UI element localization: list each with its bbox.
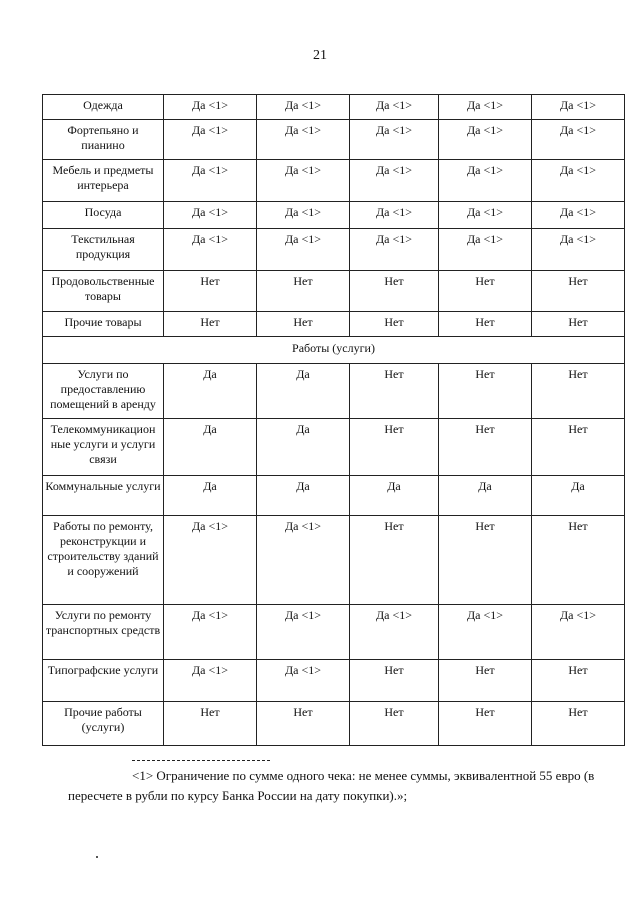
row-value: Да <1> bbox=[257, 605, 350, 660]
row-value: Да <1> bbox=[164, 120, 257, 160]
row-value: Да <1> bbox=[257, 660, 350, 702]
row-value: Нет bbox=[164, 312, 257, 337]
row-category: Одежда bbox=[43, 95, 164, 120]
row-value: Да <1> bbox=[532, 229, 625, 271]
row-value: Нет bbox=[350, 516, 439, 605]
row-value: Нет bbox=[439, 312, 532, 337]
table-row bbox=[43, 660, 625, 702]
row-value: Да <1> bbox=[439, 95, 532, 120]
row-value: Нет bbox=[439, 364, 532, 419]
table-row bbox=[43, 202, 625, 229]
row-category: Мебель и предметы интерьера bbox=[43, 160, 164, 202]
row-value: Да bbox=[439, 476, 532, 516]
table-row bbox=[43, 364, 625, 419]
row-value: Да <1> bbox=[257, 202, 350, 229]
row-value: Да <1> bbox=[257, 229, 350, 271]
row-value: Да bbox=[257, 364, 350, 419]
table-row bbox=[43, 476, 625, 516]
row-value: Да <1> bbox=[257, 516, 350, 605]
table-row bbox=[43, 160, 625, 202]
row-value: Да <1> bbox=[164, 229, 257, 271]
row-category: Работы по ремонту, реконструкции и строительству зданий и сооружений bbox=[43, 516, 164, 605]
row-value: Нет bbox=[532, 271, 625, 312]
row-value: Да <1> bbox=[532, 160, 625, 202]
row-value: Нет bbox=[532, 660, 625, 702]
row-value: Да <1> bbox=[350, 120, 439, 160]
scan-speck bbox=[96, 856, 98, 858]
row-value: Нет bbox=[532, 516, 625, 605]
row-category: Текстильная продукция bbox=[43, 229, 164, 271]
row-value: Да bbox=[257, 419, 350, 476]
row-value: Нет bbox=[350, 364, 439, 419]
row-value: Нет bbox=[350, 660, 439, 702]
row-category: Телекоммуникацион ные услуги и услуги связи bbox=[43, 419, 164, 476]
row-value: Нет bbox=[532, 312, 625, 337]
row-value: Да <1> bbox=[532, 202, 625, 229]
row-value: Нет bbox=[439, 660, 532, 702]
row-category: Фортепьяно и пианино bbox=[43, 120, 164, 160]
table-row bbox=[43, 229, 625, 271]
row-value: Да <1> bbox=[350, 95, 439, 120]
row-value: Да bbox=[532, 476, 625, 516]
row-value: Да bbox=[164, 476, 257, 516]
row-value: Нет bbox=[257, 312, 350, 337]
row-value: Нет bbox=[257, 271, 350, 312]
row-value: Нет bbox=[439, 702, 532, 746]
row-value: Да <1> bbox=[164, 660, 257, 702]
row-value: Нет bbox=[439, 271, 532, 312]
row-value: Нет bbox=[532, 702, 625, 746]
table-row bbox=[43, 271, 625, 312]
row-value: Нет bbox=[532, 364, 625, 419]
row-value: Да bbox=[350, 476, 439, 516]
row-value: Да <1> bbox=[164, 605, 257, 660]
row-value: Да <1> bbox=[164, 160, 257, 202]
row-value: Да <1> bbox=[439, 120, 532, 160]
row-value: Да <1> bbox=[164, 95, 257, 120]
row-value: Да <1> bbox=[532, 120, 625, 160]
row-value: Да <1> bbox=[164, 202, 257, 229]
row-value: Да bbox=[164, 364, 257, 419]
row-value: Да <1> bbox=[164, 516, 257, 605]
table-row bbox=[43, 605, 625, 660]
row-value: Да <1> bbox=[439, 160, 532, 202]
table-row bbox=[43, 702, 625, 746]
row-value: Да <1> bbox=[439, 229, 532, 271]
row-value: Да <1> bbox=[532, 605, 625, 660]
section-title: Работы (услуги) bbox=[43, 337, 625, 364]
row-value: Да <1> bbox=[257, 95, 350, 120]
row-category: Прочие товары bbox=[43, 312, 164, 337]
row-value: Нет bbox=[164, 702, 257, 746]
row-category: Посуда bbox=[43, 202, 164, 229]
table-row bbox=[43, 312, 625, 337]
row-category: Коммунальные услуги bbox=[43, 476, 164, 516]
row-value: Да <1> bbox=[350, 202, 439, 229]
row-value: Нет bbox=[164, 271, 257, 312]
row-value: Да <1> bbox=[350, 605, 439, 660]
row-value: Да <1> bbox=[532, 95, 625, 120]
table-row bbox=[43, 516, 625, 605]
section-row bbox=[43, 337, 625, 364]
row-category: Прочие работы (услуги) bbox=[43, 702, 164, 746]
row-value: Да <1> bbox=[257, 160, 350, 202]
row-value: Да <1> bbox=[257, 120, 350, 160]
page-number: 21 bbox=[313, 48, 327, 63]
row-value: Нет bbox=[350, 702, 439, 746]
row-category: Продовольственные товары bbox=[43, 271, 164, 312]
row-value: Нет bbox=[350, 271, 439, 312]
row-value: Да <1> bbox=[350, 160, 439, 202]
footnote-text: <1> Ограничение по сумме одного чека: не менее суммы, эквивалентной 55 евро (в пересчете в рубли по курсу Банка России на дату покупки).»; bbox=[68, 768, 595, 803]
row-category: Услуги по ремонту транспортных средств bbox=[43, 605, 164, 660]
row-category: Типографские услуги bbox=[43, 660, 164, 702]
table-row bbox=[43, 95, 625, 120]
row-value: Да bbox=[257, 476, 350, 516]
row-value: Нет bbox=[257, 702, 350, 746]
row-value: Да <1> bbox=[350, 229, 439, 271]
row-value: Да <1> bbox=[439, 202, 532, 229]
row-value: Нет bbox=[350, 419, 439, 476]
table-row bbox=[43, 419, 625, 476]
table-row bbox=[43, 120, 625, 160]
row-value: Да <1> bbox=[439, 605, 532, 660]
goods-services-table bbox=[42, 94, 625, 746]
footnote-separator bbox=[132, 760, 270, 761]
row-value: Да bbox=[164, 419, 257, 476]
row-value: Нет bbox=[439, 419, 532, 476]
row-category: Услуги по предоставлению помещений в аренду bbox=[43, 364, 164, 419]
row-value: Нет bbox=[532, 419, 625, 476]
row-value: Нет bbox=[350, 312, 439, 337]
row-value: Нет bbox=[439, 516, 532, 605]
